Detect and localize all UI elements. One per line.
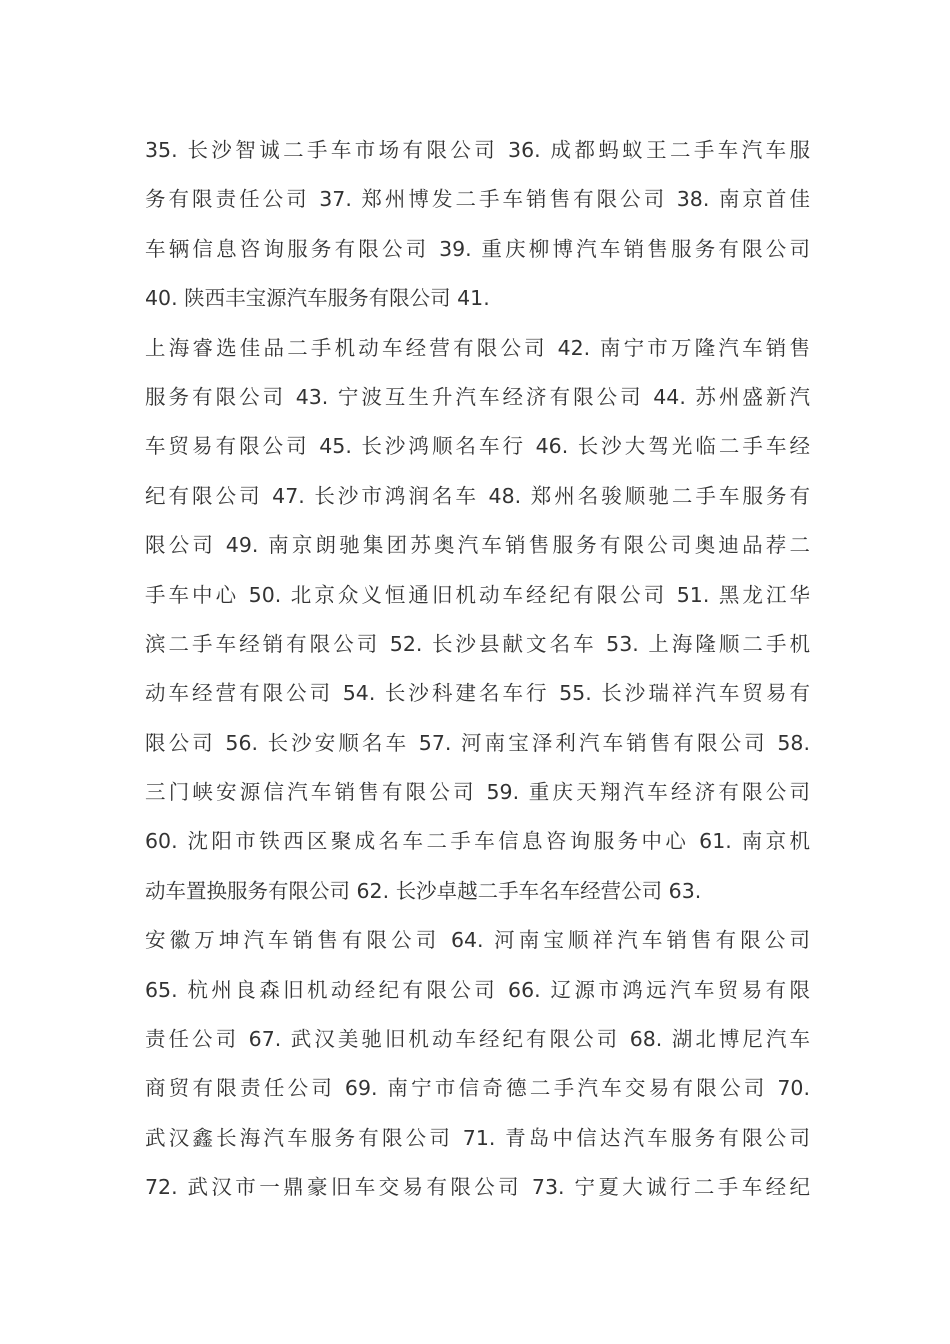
text-line: 35. 长沙智诚二手车市场有限公司 36. 成都蚂蚁王二手车汽车服: [145, 138, 810, 162]
text-line: 安徽万坤汽车销售有限公司 64. 河南宝顺祥汽车销售有限公司: [145, 928, 810, 953]
body-text: [145, 126, 810, 1213]
text-line: 武汉鑫长海汽车服务有限公司 71. 青岛中信达汽车服务有限公司: [145, 1125, 810, 1150]
text-line: 72. 武汉市一鼎豪旧车交易有限公司 73. 宁夏大诚行二手车经纪: [145, 1175, 810, 1200]
text-line: 60. 沈阳市铁西区聚成名车二手车信息咨询服务中心 61. 南京机: [145, 829, 810, 854]
text-line: 限公司 49. 南京朗驰集团苏奥汽车销售服务有限公司奥迪品荐二: [145, 533, 810, 558]
text-line: 40. 陕西丰宝源汽车服务有限公司 41.: [145, 286, 490, 311]
text-line: 手车中心 50. 北京众义恒通旧机动车经纪有限公司 51. 黑龙江华: [145, 582, 810, 607]
text-line: 务有限责任公司 37. 郑州博发二手车销售有限公司 38. 南京首佳: [145, 187, 810, 212]
text-line: 65. 杭州良森旧机动经纪有限公司 66. 辽源市鸿远汽车贸易有限: [145, 977, 810, 1002]
text-line: 纪有限公司 47. 长沙市鸿润名车 48. 郑州名骏顺驰二手车服务有: [145, 483, 810, 508]
text-line: 服务有限公司 43. 宁波互生升汽车经济有限公司 44. 苏州盛新汽: [145, 384, 810, 409]
text-line: 滨二手车经销有限公司 52. 长沙县献文名车 53. 上海隆顺二手机: [145, 631, 810, 656]
text-line: 上海睿选佳品二手机动车经营有限公司 42. 南宁市万隆汽车销售: [145, 335, 810, 360]
text-line: 商贸有限责任公司 69. 南宁市信奇德二手汽车交易有限公司 70.: [145, 1076, 810, 1101]
text-line: 三门峡安源信汽车销售有限公司 59. 重庆天翔汽车经济有限公司: [145, 780, 810, 805]
text-line: 车贸易有限公司 45. 长沙鸿顺名车行 46. 长沙大驾光临二手车经: [145, 434, 810, 459]
text-line: 车辆信息咨询服务有限公司 39. 重庆柳博汽车销售服务有限公司: [145, 236, 810, 261]
text-line: 限公司 56. 长沙安顺名车 57. 河南宝泽利汽车销售有限公司 58.: [145, 730, 810, 755]
text-line: 责任公司 67. 武汉美驰旧机动车经纪有限公司 68. 湖北博尼汽车: [145, 1027, 810, 1052]
text-line: 动车置换服务有限公司 62. 长沙卓越二手车名车经营公司 63.: [145, 878, 702, 903]
text-line: 动车经营有限公司 54. 长沙科建名车行 55. 长沙瑞祥汽车贸易有: [145, 681, 810, 706]
